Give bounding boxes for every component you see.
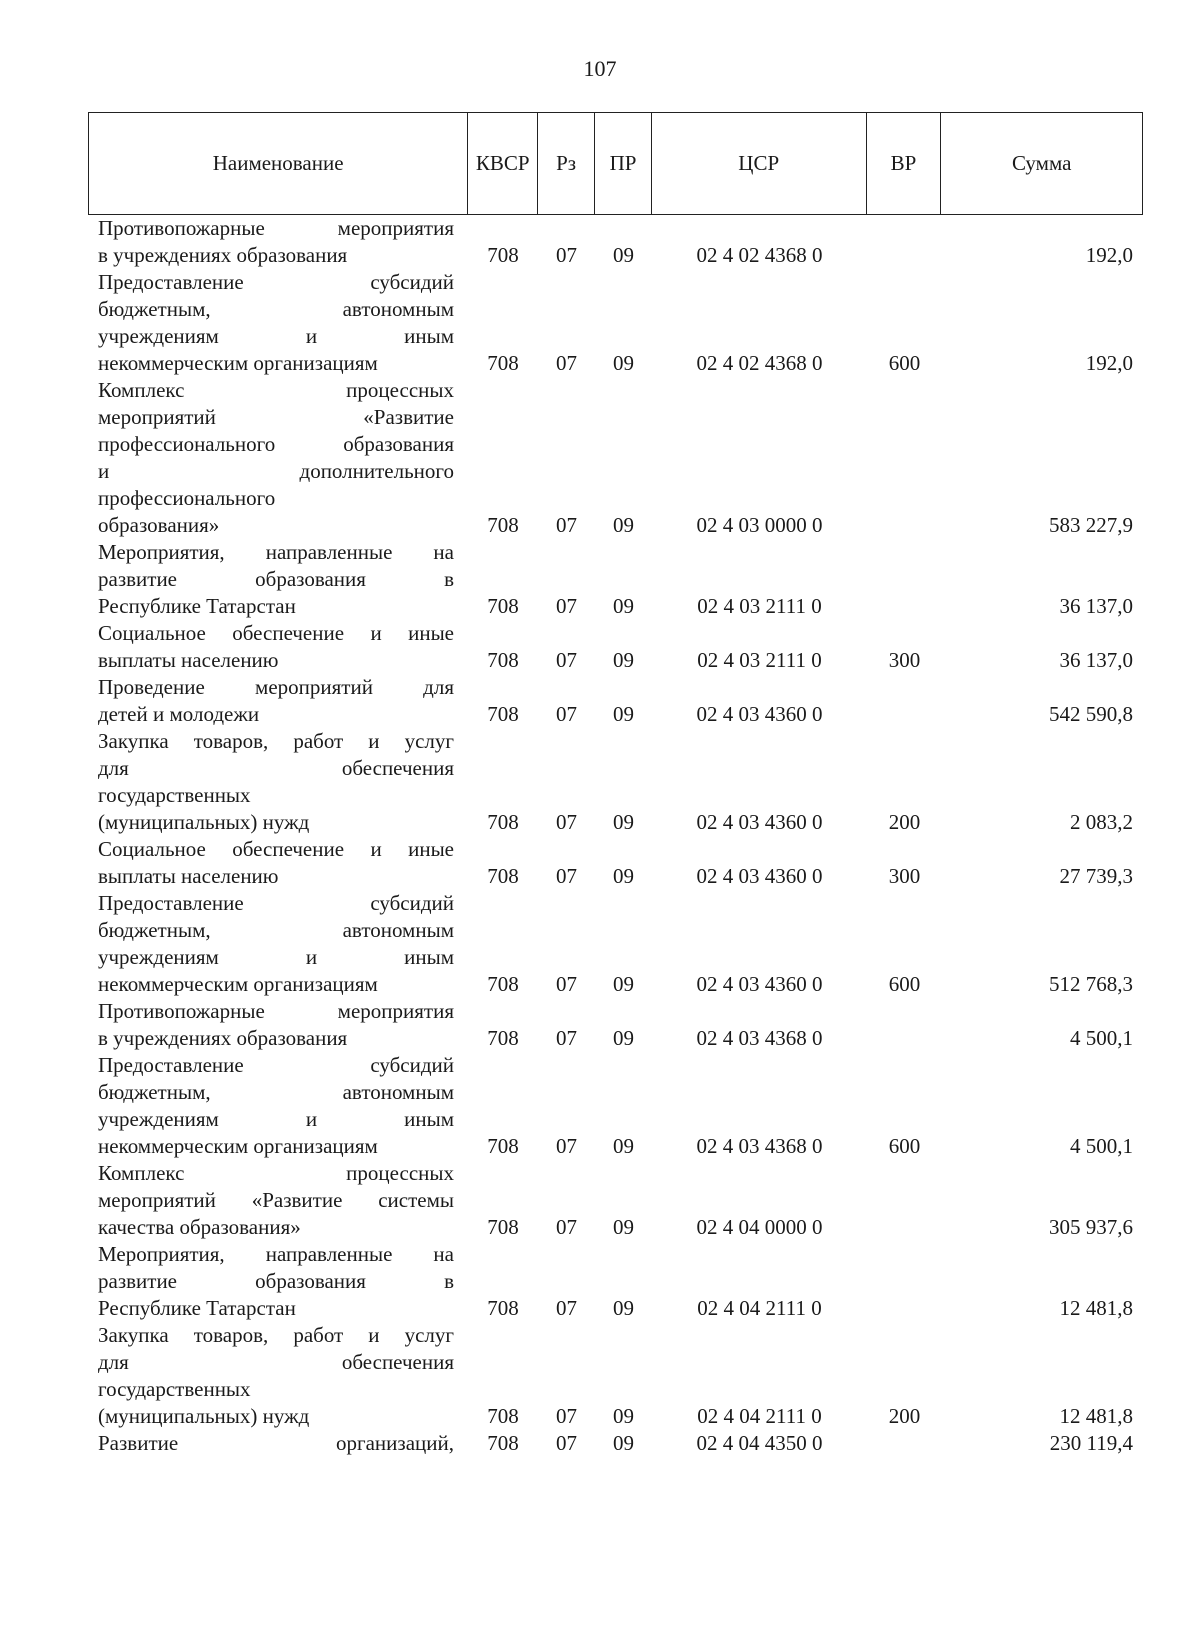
cell-kvsr: 708 [487, 810, 519, 834]
name-line: развитие образования в [98, 567, 454, 591]
cell-name [88, 620, 468, 674]
cell-sum: 542 590,8 [1049, 702, 1133, 726]
cell-rz: 07 [556, 1404, 577, 1428]
name-line: профессионального образования [98, 432, 454, 456]
cell-rz: 07 [556, 972, 577, 996]
name-line: в учреждениях образования [98, 243, 348, 267]
cell-name [88, 728, 468, 836]
cell-csr: 02 4 04 4350 0 [696, 1431, 823, 1455]
cell-csr: 02 4 02 4368 0 [696, 243, 823, 267]
cell-name [88, 836, 468, 890]
table-row [88, 1430, 1143, 1457]
cell-kvsr: 708 [487, 702, 519, 726]
cell-name [88, 1241, 468, 1322]
cell-rz: 07 [556, 243, 577, 267]
cell-rz: 07 [556, 810, 577, 834]
cell-name [88, 1430, 468, 1457]
cell-kvsr: 708 [487, 513, 519, 537]
name-line: Закупка товаров, работ и услуг [98, 729, 454, 753]
cell-pr: 09 [613, 513, 634, 537]
cell-kvsr: 708 [487, 972, 519, 996]
name-line: Противопожарные мероприятия [98, 216, 454, 240]
header-vr: ВР [867, 113, 942, 214]
name-line: некоммерческим организациям [98, 1134, 378, 1158]
cell-rz: 07 [556, 1026, 577, 1050]
cell-pr: 09 [613, 702, 634, 726]
cell-kvsr: 708 [487, 1296, 519, 1320]
cell-name [88, 674, 468, 728]
cell-pr: 09 [613, 594, 634, 618]
name-line: и дополнительного [98, 459, 454, 483]
header-csr: ЦСР [652, 113, 867, 214]
name-line: Социальное обеспечение и иные [98, 837, 454, 861]
budget-table [88, 112, 1143, 1457]
name-line: Предоставление субсидий [98, 270, 454, 294]
cell-pr: 09 [613, 1215, 634, 1239]
cell-sum: 36 137,0 [1059, 648, 1133, 672]
header-name: Наименование [89, 113, 468, 214]
name-line: бюджетным, автономным [98, 918, 454, 942]
cell-pr: 09 [613, 1404, 634, 1428]
name-line: детей и молодежи [98, 702, 260, 726]
table-row [88, 998, 1143, 1052]
cell-sum: 36 137,0 [1059, 594, 1133, 618]
table-row [88, 1052, 1143, 1160]
name-line: мероприятий «Развитие системы [98, 1188, 454, 1212]
cell-csr: 02 4 04 2111 0 [697, 1296, 822, 1320]
table-row [88, 836, 1143, 890]
cell-sum: 2 083,2 [1070, 810, 1133, 834]
cell-kvsr: 708 [487, 351, 519, 375]
table-row [88, 1322, 1143, 1430]
name-line: выплаты населению [98, 648, 279, 672]
name-line: Мероприятия, направленные на [98, 540, 454, 564]
name-line: Мероприятия, направленные на [98, 1242, 454, 1266]
cell-sum: 12 481,8 [1059, 1296, 1133, 1320]
name-line: Республике Татарстан [98, 594, 296, 618]
cell-kvsr: 708 [487, 864, 519, 888]
cell-vr: 600 [888, 972, 921, 996]
name-line: учреждениям и иным [98, 324, 454, 348]
cell-kvsr: 708 [487, 594, 519, 618]
cell-name [88, 1052, 468, 1160]
table-row [88, 620, 1143, 674]
cell-sum: 192,0 [1085, 243, 1133, 267]
cell-rz: 07 [556, 702, 577, 726]
table-row [88, 269, 1143, 377]
name-line: Комплекс процессных [98, 1161, 454, 1185]
name-line: бюджетным, автономным [98, 1080, 454, 1104]
cell-sum: 512 768,3 [1049, 972, 1133, 996]
name-line: (муниципальных) нужд [98, 1404, 310, 1428]
cell-kvsr: 708 [487, 1215, 519, 1239]
table-row [88, 539, 1143, 620]
cell-name [88, 377, 468, 539]
name-line: образования» [98, 513, 220, 537]
cell-sum: 12 481,8 [1059, 1404, 1133, 1428]
cell-rz: 07 [556, 1215, 577, 1239]
name-line: некоммерческим организациям [98, 351, 378, 375]
cell-rz: 07 [556, 1431, 577, 1455]
cell-csr: 02 4 04 2111 0 [697, 1404, 822, 1428]
name-line: в учреждениях образования [98, 1026, 348, 1050]
table-header [88, 112, 1143, 215]
cell-name [88, 1160, 468, 1241]
name-line: некоммерческим организациям [98, 972, 378, 996]
header-rz: Рз [538, 113, 595, 214]
cell-csr: 02 4 03 4360 0 [696, 972, 823, 996]
cell-kvsr: 708 [487, 1026, 519, 1050]
cell-name [88, 890, 468, 998]
cell-sum: 27 739,3 [1059, 864, 1133, 888]
cell-vr: 600 [888, 1134, 921, 1158]
cell-kvsr: 708 [487, 243, 519, 267]
cell-name [88, 215, 468, 269]
cell-csr: 02 4 02 4368 0 [696, 351, 823, 375]
name-line: качества образования» [98, 1215, 301, 1239]
name-line: учреждениям и иным [98, 1107, 454, 1131]
cell-pr: 09 [613, 648, 634, 672]
cell-csr: 02 4 04 0000 0 [696, 1215, 823, 1239]
cell-pr: 09 [613, 864, 634, 888]
table-row [88, 674, 1143, 728]
name-line: для обеспечения [98, 1350, 454, 1374]
cell-rz: 07 [556, 351, 577, 375]
cell-sum: 4 500,1 [1070, 1134, 1133, 1158]
name-line: Республике Татарстан [98, 1296, 296, 1320]
name-line: учреждениям и иным [98, 945, 454, 969]
name-line: Проведение мероприятий для [98, 675, 454, 699]
name-line: Противопожарные мероприятия [98, 999, 454, 1023]
cell-pr: 09 [613, 1134, 634, 1158]
cell-kvsr: 708 [487, 1431, 519, 1455]
name-line: развитие образования в [98, 1269, 454, 1293]
cell-sum: 583 227,9 [1049, 513, 1133, 537]
name-line: Социальное обеспечение и иные [98, 621, 454, 645]
cell-name [88, 539, 468, 620]
cell-name [88, 269, 468, 377]
table-row [88, 890, 1143, 998]
cell-csr: 02 4 03 0000 0 [696, 513, 823, 537]
cell-kvsr: 708 [487, 1404, 519, 1428]
cell-name [88, 1322, 468, 1430]
cell-pr: 09 [613, 972, 634, 996]
cell-rz: 07 [556, 1296, 577, 1320]
cell-rz: 07 [556, 1134, 577, 1158]
name-line: Развитие организаций, [98, 1431, 454, 1455]
cell-vr: 200 [888, 810, 921, 834]
name-line: Комплекс процессных [98, 378, 454, 402]
cell-csr: 02 4 03 4368 0 [696, 1134, 823, 1158]
name-line: Предоставление субсидий [98, 1053, 454, 1077]
name-line: бюджетным, автономным [98, 297, 454, 321]
cell-kvsr: 708 [487, 648, 519, 672]
table-row [88, 215, 1143, 269]
name-line: выплаты населению [98, 864, 279, 888]
cell-pr: 09 [613, 1026, 634, 1050]
cell-csr: 02 4 03 4360 0 [696, 864, 823, 888]
cell-kvsr: 708 [487, 1134, 519, 1158]
table-row [88, 377, 1143, 539]
cell-vr: 300 [888, 648, 921, 672]
page-number: 107 [583, 56, 617, 81]
table-body [88, 215, 1143, 1457]
name-line: государственных [98, 783, 251, 807]
cell-pr: 09 [613, 243, 634, 267]
cell-vr: 600 [888, 351, 921, 375]
cell-sum: 305 937,6 [1049, 1215, 1133, 1239]
cell-pr: 09 [613, 351, 634, 375]
cell-rz: 07 [556, 864, 577, 888]
name-line: профессионального [98, 486, 276, 510]
table-row [88, 728, 1143, 836]
name-line: государственных [98, 1377, 251, 1401]
cell-pr: 09 [613, 810, 634, 834]
name-line: для обеспечения [98, 756, 454, 780]
table-row [88, 1241, 1143, 1322]
cell-rz: 07 [556, 594, 577, 618]
cell-pr: 09 [613, 1296, 634, 1320]
cell-csr: 02 4 03 2111 0 [697, 594, 822, 618]
header-sum: Сумма [1011, 151, 1072, 175]
cell-csr: 02 4 03 2111 0 [697, 648, 822, 672]
cell-rz: 07 [556, 648, 577, 672]
cell-sum: 4 500,1 [1070, 1026, 1133, 1050]
cell-vr: 300 [888, 864, 921, 888]
header-kvsr: КВСР [468, 113, 538, 214]
name-line: (муниципальных) нужд [98, 810, 310, 834]
name-line: Предоставление субсидий [98, 891, 454, 915]
cell-rz: 07 [556, 513, 577, 537]
cell-sum: 192,0 [1085, 351, 1133, 375]
name-line: Закупка товаров, работ и услуг [98, 1323, 454, 1347]
table-row [88, 1160, 1143, 1241]
name-line: мероприятий «Развитие [98, 405, 454, 429]
cell-sum: 230 119,4 [1049, 1431, 1133, 1455]
cell-csr: 02 4 03 4360 0 [696, 810, 823, 834]
cell-name [88, 998, 468, 1052]
cell-csr: 02 4 03 4368 0 [696, 1026, 823, 1050]
cell-csr: 02 4 03 4360 0 [696, 702, 823, 726]
cell-vr: 200 [888, 1404, 921, 1428]
header-pr: ПР [595, 113, 652, 214]
cell-pr: 09 [613, 1431, 634, 1455]
